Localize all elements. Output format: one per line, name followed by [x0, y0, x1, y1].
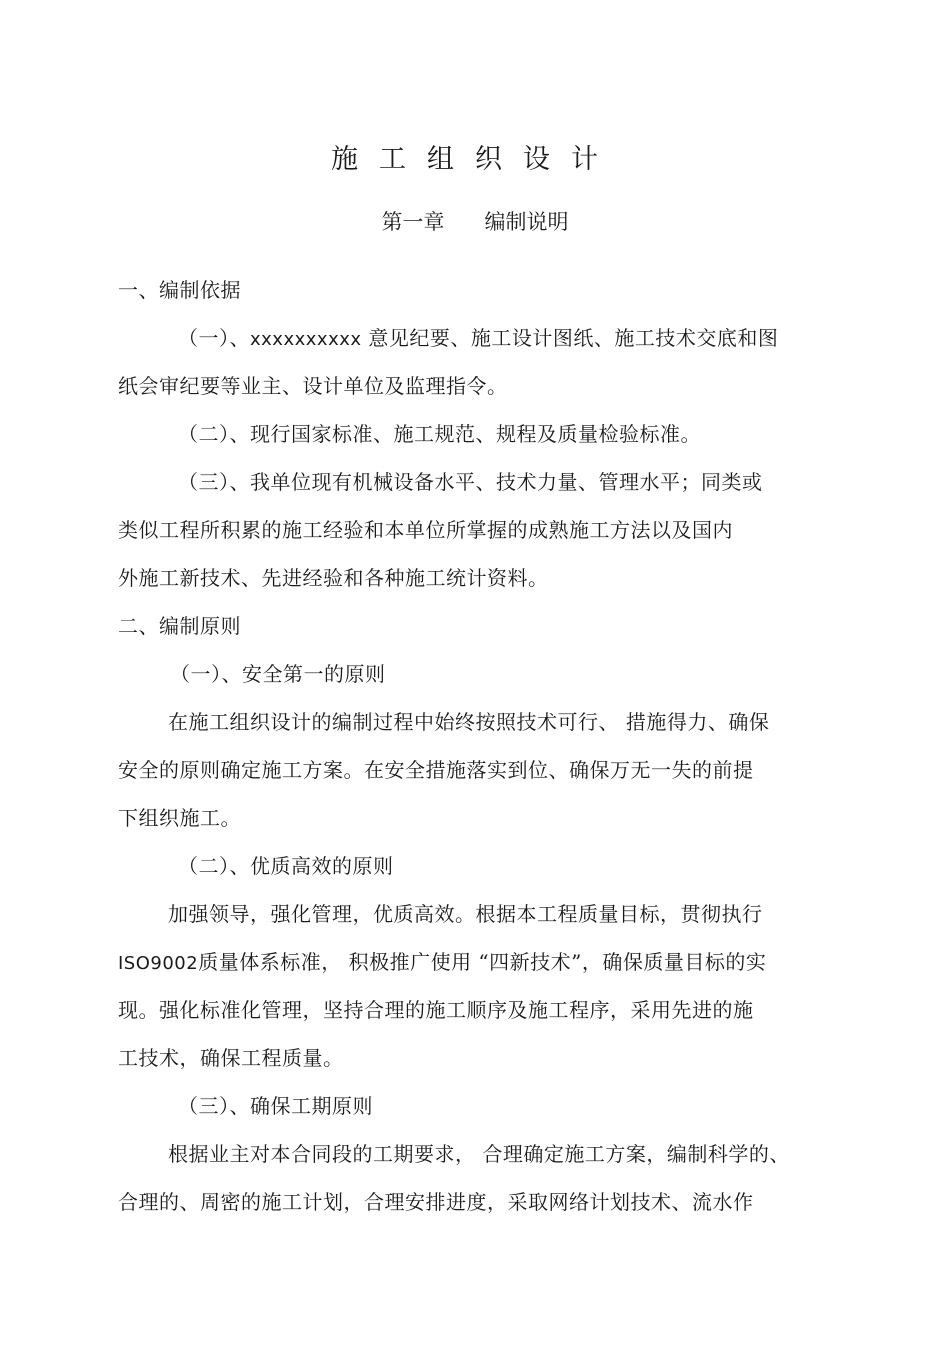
chapter-heading: 第一章 编制说明 [381, 210, 569, 234]
paragraph-line: 安全的原则确定施工方案。在安全措施落实到位、确保万无一失的前提 [118, 758, 754, 782]
paragraph-line: 在施工组织设计的编制过程中始终按照技术可行、 措施得力、确保 [168, 710, 770, 734]
subheading-quality: （二）、优质高效的原则 [178, 854, 394, 878]
paragraph-line: 纸会审纪要等业主、设计单位及监理指令。 [118, 374, 508, 398]
paragraph-line [178, 324, 778, 354]
item-marker: （一）、 [178, 326, 250, 350]
paragraph-line: 加强领导，强化管理，优质高效。根据本工程质量目标，贯彻执行 [168, 902, 763, 926]
paragraph-line: 现。强化标准化管理，坚持合理的施工顺序及施工程序，采用先进的施 [118, 998, 754, 1022]
standard-code: ISO9002 [118, 953, 199, 974]
paragraph-line: 类似工程所积累的施工经验和本单位所掌握的成熟施工方法以及国内 [118, 518, 733, 542]
paragraph-line [118, 948, 766, 978]
document-title: 施工组织设计 [331, 144, 619, 175]
paragraph-line: 工技术，确保工程质量。 [118, 1046, 344, 1070]
section-heading-principles: 二、编制原则 [118, 614, 241, 638]
paragraph-line: （三）、我单位现有机械设备水平、技术力量、管理水平；同类或 [178, 470, 763, 494]
paragraph-line: 合理的、周密的施工计划，合理安排进度，采取网络计划技术、流水作 [118, 1190, 754, 1214]
paragraph-line: 根据业主对本合同段的工期要求， 合理确定施工方案，编制科学的、 [168, 1142, 790, 1166]
text-run: 意见纪要、施工设计图纸、施工技术交底和图 [361, 326, 779, 350]
paragraph-line: 下组织施工。 [118, 806, 241, 830]
section-heading-basis: 一、编制依据 [118, 278, 241, 302]
paragraph-line: 外施工新技术、先进经验和各种施工统计资料。 [118, 566, 549, 590]
subheading-safety: （一）、安全第一的原则 [170, 662, 386, 686]
paragraph-line: （二）、现行国家标准、施工规范、规程及质量检验标准。 [178, 422, 701, 446]
placeholder-text: xxxxxxxxxx [250, 329, 362, 350]
subheading-schedule: （三）、确保工期原则 [178, 1094, 373, 1118]
text-run: 质量体系标准， 积极推广使用 “四新技术”，确保质量目标的实 [198, 950, 767, 974]
